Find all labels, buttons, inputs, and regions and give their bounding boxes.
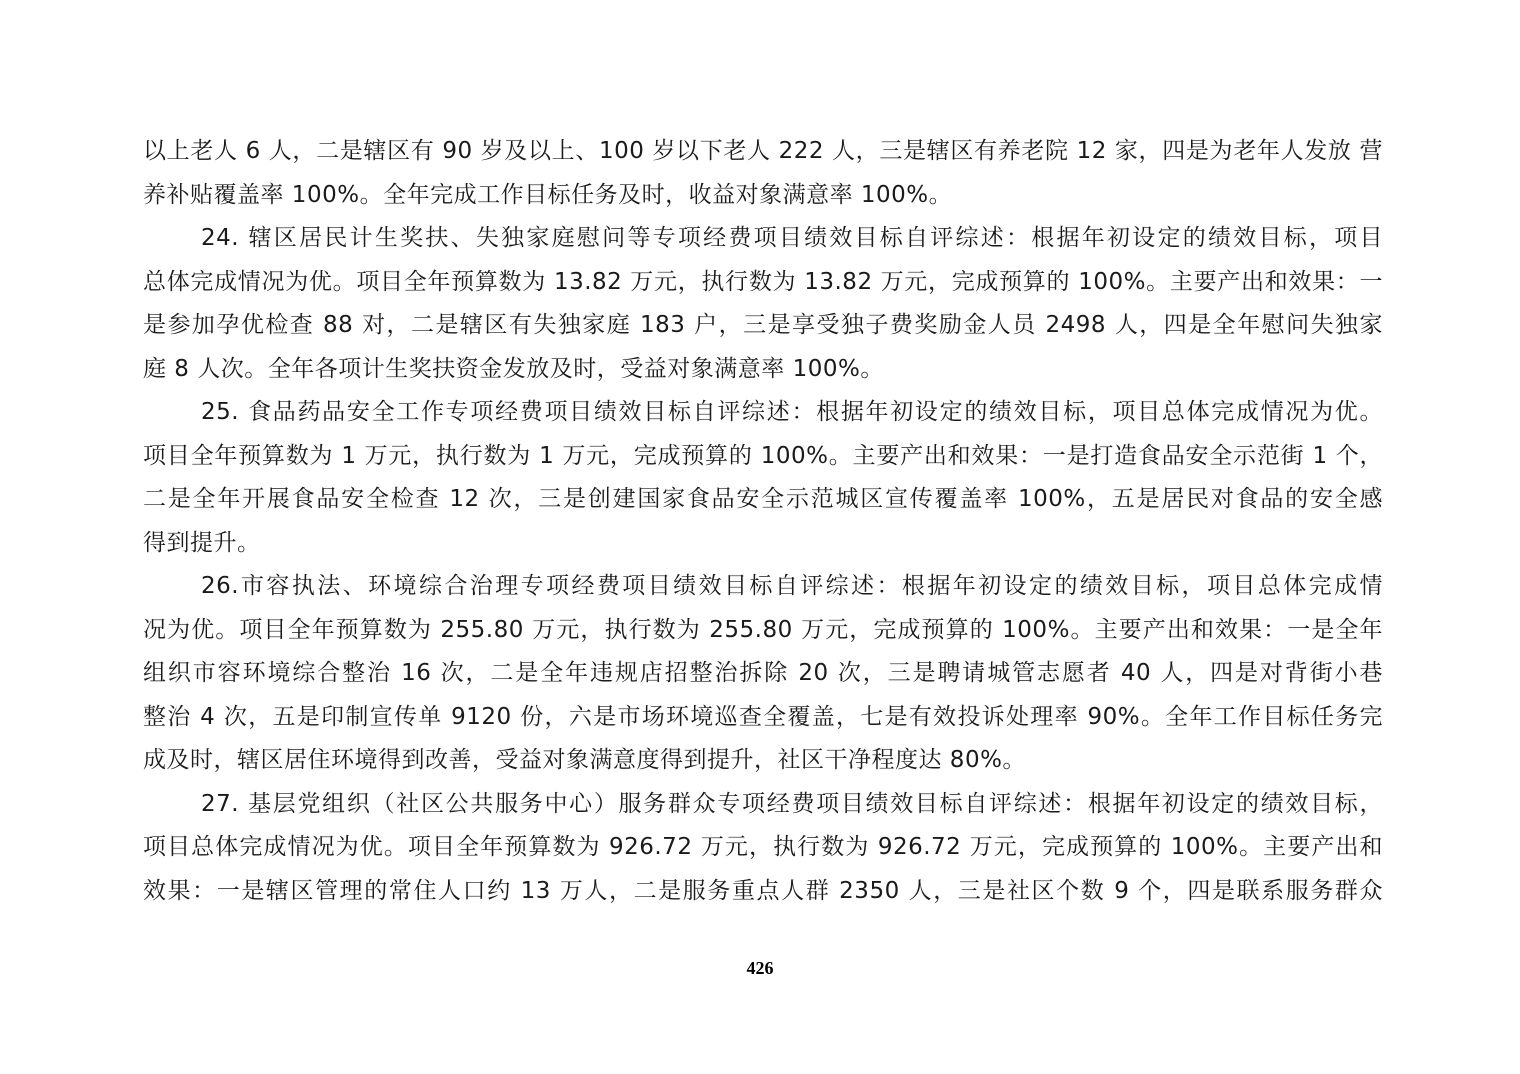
paragraph-item-25 [143, 391, 1383, 565]
text-line: 养补贴覆盖率 100%。全年完成工作目标任务及时，收益对象满意率 100%。 [143, 181, 953, 208]
text-line: 二是全年开展食品安全检查 12 次，三是创建国家食品安全示范城区宣传覆盖率 100%，五是居民对食品的安全感 [143, 486, 1383, 512]
paragraph-continuation [143, 130, 1383, 217]
paragraph-item-26 [143, 565, 1383, 783]
text-line: 25. 食品药品安全工作专项经费项目绩效目标自评综述：根据年初设定的绩效目标，项目总体完成情况为优。 [201, 399, 1383, 425]
text-line: 24. 辖区居民计生奖扶、失独家庭慰问等专项经费项目绩效目标自评综述：根据年初设定的绩效目标，项目 [201, 225, 1383, 251]
text-line: 效果：一是辖区管理的常住人口约 13 万人，二是服务重点人群 2350 人，三是社区个数 9 个，四是联系服务群众 [143, 877, 1383, 904]
text-line: 组织市容环境综合整治 16 次，二是全年违规店招整治拆除 20 次，三是聘请城管志愿者 40 人，四是对背街小巷 [143, 660, 1383, 686]
text-line: 项目总体完成情况为优。项目全年预算数为 926.72 万元，执行数为 926.72 万元，完成预算的 100%。主要产出和 [143, 834, 1383, 860]
text-line: 成及时，辖区居住环境得到改善，受益对象满意度得到提升，社区干净程度达 80%。 [143, 747, 1026, 773]
text-line: 项目全年预算数为 1 万元，执行数为 1 万元，完成预算的 100%。主要产出和效果：一是打造食品安全示范街 1 个， [143, 442, 1383, 469]
text-line: 整治 4 次，五是印制宣传单 9120 份，六是市场环境巡查全覆盖，七是有效投诉处理率 90%。全年工作目标任务完 [143, 703, 1383, 730]
text-line: 况为优。项目全年预算数为 255.80 万元，执行数为 255.80 万元，完成预算的 100%。主要产出和效果：一是全年 [143, 616, 1383, 643]
page-number: 426 [746, 958, 774, 978]
text-line: 以上老人 6 人，二是辖区有 90 岁及以上、100 岁以下老人 222 人，三是辖区有养老院 12 家，四是为老年人发放 营 [143, 138, 1383, 164]
text-line: 是参加孕优检查 88 对，二是辖区有失独家庭 183 户，三是享受独子费奖励金人员 2498 人，四是全年慰问失独家 [143, 312, 1383, 338]
text-line: 总体完成情况为优。项目全年预算数为 13.82 万元，执行数为 13.82 万元，完成预算的 100%。主要产出和效果：一 [143, 268, 1383, 295]
paragraph-item-24 [143, 217, 1383, 391]
text-line: 27. 基层党组织（社区公共服务中心）服务群众专项经费项目绩效目标自评综述：根据年初设定的绩效目标， [201, 790, 1383, 817]
paragraph-item-27 [143, 783, 1383, 914]
body-text [143, 130, 1383, 913]
text-line: 得到提升。 [143, 529, 261, 556]
text-line: 26.市容执法、环境综合治理专项经费项目绩效目标自评综述：根据年初设定的绩效目标，项目总体完成情 [201, 573, 1383, 599]
text-line: 庭 8 人次。全年各项计生奖扶资金发放及时，受益对象满意率 100%。 [143, 355, 884, 382]
